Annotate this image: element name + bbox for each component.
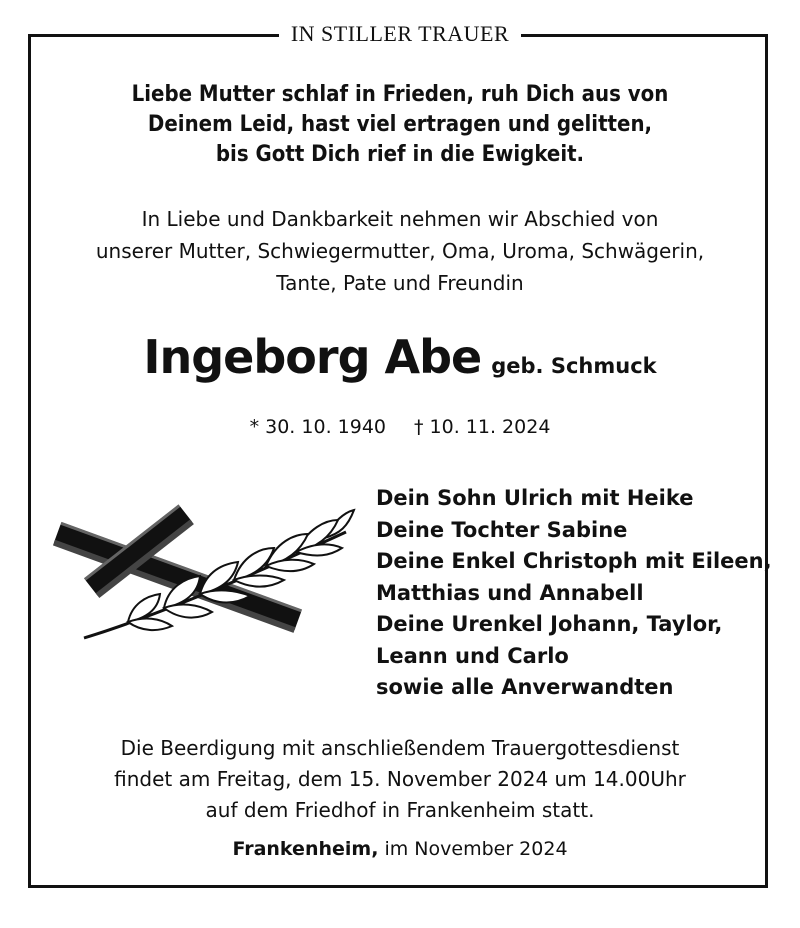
verse-line: Liebe Mutter schlaf in Frieden, ruh Dich aus von bbox=[131, 82, 669, 107]
family-line: Deine Urenkel Johann, Taylor, bbox=[376, 612, 723, 636]
deceased-name-line bbox=[0, 330, 800, 384]
family-line: Deine Enkel Christoph mit Eileen, bbox=[376, 549, 772, 573]
intro-line: Tante, Pate und Freundin bbox=[276, 271, 524, 295]
verse-line: bis Gott Dich rief in die Ewigkeit. bbox=[215, 142, 585, 167]
cross-with-palm-branch-icon bbox=[46, 498, 358, 648]
intro-line: unserer Mutter, Schwiegermutter, Oma, Uroma, Schwägerin, bbox=[95, 239, 705, 263]
intro-line: In Liebe und Dankbarkeit nehmen wir Abschied von bbox=[141, 207, 659, 231]
death-date: † 10. 11. 2024 bbox=[414, 416, 551, 438]
family-list bbox=[376, 483, 772, 704]
funeral-line: auf dem Friedhof in Frankenheim statt. bbox=[205, 798, 595, 822]
verse-line: Deinem Leid, hast viel ertragen und gelitten, bbox=[147, 112, 653, 137]
closing-date: im November 2024 bbox=[384, 838, 568, 860]
family-line: Matthias und Annabell bbox=[376, 580, 644, 605]
funeral-info bbox=[0, 733, 800, 826]
intro-text bbox=[0, 203, 800, 299]
closing-place: Frankenheim, bbox=[232, 838, 379, 860]
funeral-line: Die Beerdigung mit anschließendem Trauergottesdienst bbox=[120, 736, 680, 760]
closing-line bbox=[0, 838, 800, 860]
deceased-name: Ingeborg Abe bbox=[143, 330, 482, 384]
funeral-line: findet am Freitag, dem 15. November 2024 um 14.00Uhr bbox=[114, 767, 686, 791]
life-dates bbox=[0, 416, 800, 438]
family-line: Dein Sohn Ulrich mit Heike bbox=[376, 486, 694, 510]
family-line: Deine Tochter Sabine bbox=[376, 517, 628, 542]
memorial-verse bbox=[0, 80, 800, 170]
header-label bbox=[0, 20, 800, 50]
family-line: Leann und Carlo bbox=[376, 643, 569, 668]
birth-date: * 30. 10. 1940 bbox=[249, 416, 386, 438]
family-line: sowie alle Anverwandten bbox=[376, 675, 674, 699]
header-label-text: IN STILLER TRAUER bbox=[279, 21, 521, 46]
maiden-name: geb. Schmuck bbox=[491, 354, 657, 378]
